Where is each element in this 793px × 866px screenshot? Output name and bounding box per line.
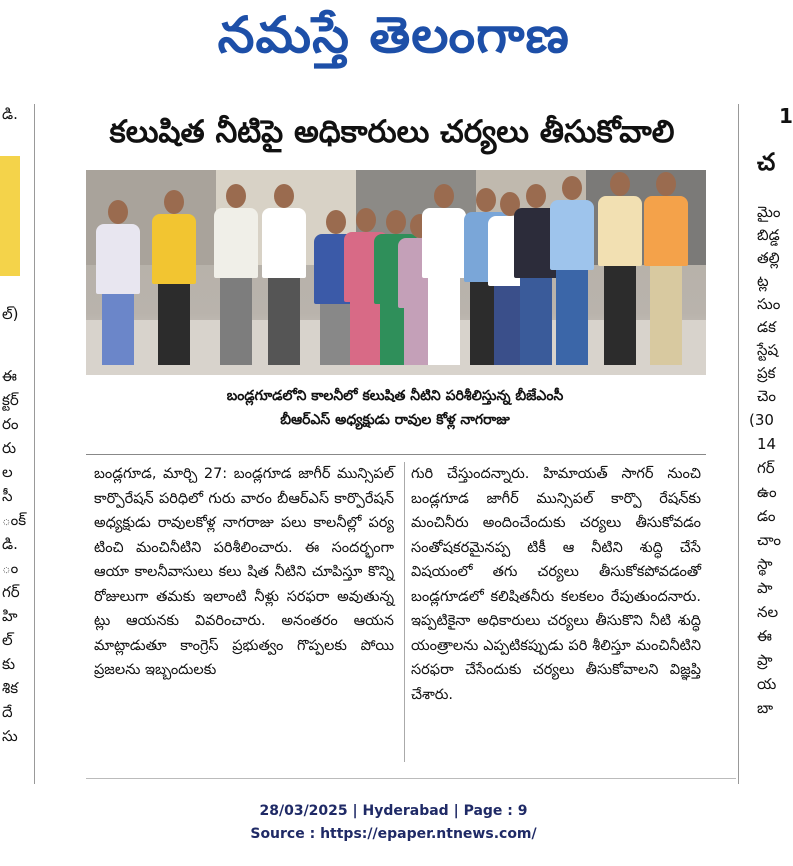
caption-separator xyxy=(86,454,706,455)
adjacent-right-fragment: ప్రా xyxy=(757,651,773,669)
photo-person xyxy=(90,200,146,375)
adjacent-left-fragment: ల్) xyxy=(2,305,19,323)
person-head xyxy=(164,190,184,214)
person-head xyxy=(434,184,454,208)
adjacent-right-fragment: య xyxy=(757,675,777,693)
adjacent-right-fragment: డం xyxy=(757,507,776,525)
person-legs xyxy=(556,270,588,365)
person-head xyxy=(610,172,630,196)
adjacent-left-fragment: ల xyxy=(2,463,13,481)
photo-person xyxy=(638,172,694,375)
article-paragraph: బండ్లగూడ, మార్చి 27: బండ్లగూడ జాగీర్ మున్సిపల్ కార్పొరేషన్ పరిధిలో గురు వారం బీఆర్ఎస్ కార్పొరేషన్ అధ్యక్షుడు రావులకోళ్ల నాగరాజు పలు కాలనీల్లో పర్య టించి మంచినీటిని పరిశీలించారు. ఈ సందర్భంగా ఆయా కాలనీవాసులు కలు షిత నీటిని చూపిస్తూ కొన్ని రోజులుగా తమకు ఇలాంటి నీళ్లు సరఫరా అవుతున్న ట్లు ఆయనకు వివరించారు. అనంతరం ఆయన మాట్లాడుతూ కాంగ్రెస్ ప్రభుత్వం గొప్పలకు పోయి ప్రజలను ఇబ్బందులకు xyxy=(94,466,394,678)
adjacent-right-fragment: చ xyxy=(757,148,776,176)
person-torso xyxy=(598,196,642,266)
adjacent-left-fragment: డి. xyxy=(2,105,18,123)
adjacent-left-fragment: ంక్ xyxy=(2,511,27,529)
person-legs xyxy=(158,284,190,365)
person-torso xyxy=(644,196,688,266)
adjacent-right-fragment: పా xyxy=(757,579,773,597)
adjacent-left-fragment: గర్ xyxy=(2,583,20,601)
person-head xyxy=(274,184,294,208)
adjacent-right-fragment: సుం xyxy=(757,295,781,313)
adjacent-photo-left xyxy=(0,156,20,276)
adjacent-right-fragment: చెం xyxy=(757,387,777,405)
adjacent-right-fragment: 14 xyxy=(757,435,777,453)
person-head xyxy=(562,176,582,200)
person-torso xyxy=(152,214,196,284)
adjacent-article-left xyxy=(0,104,35,784)
article-column-right xyxy=(411,462,701,707)
person-legs xyxy=(428,278,460,365)
adjacent-right-fragment: స్థా xyxy=(757,555,773,573)
column-divider xyxy=(404,462,405,762)
article-paragraph: గురి చేస్తుందన్నారు. హిమాయత్ సాగర్ నుంచి బండ్లగూడ జాగీర్ మున్సిపల్ కార్పొ రేషన్‌కు మంచినీరు అందించేందుకు చర్యలు తీసుకోవడం సంతోషకరమైనప్ప టికీ ఆ నీటిని శుద్ధి చేసే విషయంలో తగు చర్యలు తీసుకోకపోవడంతో బండ్లగూడలో కలిషితనీరు కలకలం రేపుతుందనారు. ఇప్పటికైనా అధికారులు చర్యలు తీసుకొని నీటి శుద్ధి యంత్రాలను ఎప్పటికప్పుడు పరి శీలిస్తూ మంచినీటిని సరఫరా చేసేందుకు చర్యలు తీసుకోవాలని విజ్ఞప్తి చేశారు. xyxy=(411,466,701,703)
person-legs xyxy=(604,266,636,365)
photo-caption xyxy=(130,384,660,432)
footer-dateline: 28/03/2025 | Hyderabad | Page : 9 xyxy=(259,803,528,819)
person-legs xyxy=(650,266,682,365)
adjacent-left-fragment: ం xyxy=(2,559,19,577)
adjacent-left-fragment: రం xyxy=(2,415,19,433)
person-torso xyxy=(550,200,594,270)
adjacent-right-fragment: బిడ్డ xyxy=(757,226,780,244)
person-torso xyxy=(96,224,140,294)
adjacent-left-fragment: హి xyxy=(2,607,18,625)
adjacent-left-fragment: సు xyxy=(2,727,18,745)
caption-line: బీఆర్ఎస్ అధ్యక్షుడు రావుల కోళ్ల నాగరాజు xyxy=(280,412,510,428)
article-column-left xyxy=(94,462,394,683)
person-torso xyxy=(214,208,258,278)
masthead-title: నమస్తే తెలంగాణ xyxy=(217,6,570,64)
photo-person xyxy=(146,190,202,375)
person-legs xyxy=(102,294,134,365)
adjacent-right-fragment: 1 xyxy=(779,104,793,128)
adjacent-right-fragment: ఉం xyxy=(757,483,777,501)
person-head xyxy=(226,184,246,208)
adjacent-right-fragment: ట్ల xyxy=(757,272,769,290)
article-photo xyxy=(86,170,706,375)
person-torso xyxy=(262,208,306,278)
adjacent-right-fragment: చాం xyxy=(757,531,781,549)
adjacent-left-fragment: కు xyxy=(2,655,16,673)
adjacent-right-fragment: తల్లి xyxy=(757,249,780,267)
photo-person xyxy=(256,184,312,375)
adjacent-left-fragment: శిక xyxy=(2,679,19,697)
adjacent-right-fragment: స్టేష xyxy=(757,341,779,359)
caption-line: బండ్లగూడలోని కాలనీలో కలుషిత నీటిని పరిశీలిస్తున్న బీజేఎంసీ xyxy=(226,388,564,404)
adjacent-left-fragment: రు xyxy=(2,439,17,457)
adjacent-right-fragment: ఈ xyxy=(757,627,772,645)
person-head xyxy=(656,172,676,196)
person-legs xyxy=(220,278,252,365)
adjacent-left-fragment: డి. xyxy=(2,535,18,553)
adjacent-left-fragment: ల్ xyxy=(2,631,13,649)
adjacent-left-fragment: దే xyxy=(2,703,13,721)
adjacent-right-fragment: డక xyxy=(757,318,776,336)
adjacent-right-fragment: (30 xyxy=(749,411,774,429)
person-head xyxy=(108,200,128,224)
person-legs xyxy=(268,278,300,365)
masthead xyxy=(0,0,787,78)
adjacent-left-fragment: ఈ xyxy=(2,367,17,385)
adjacent-left-fragment: సీ xyxy=(2,487,13,505)
adjacent-right-fragment: నల xyxy=(757,603,779,621)
adjacent-article-right xyxy=(738,104,793,784)
footer-divider xyxy=(86,778,736,779)
adjacent-left-fragment: క్టర్ xyxy=(2,391,19,409)
footer-source: Source : https://epaper.ntnews.com/ xyxy=(250,826,537,842)
adjacent-right-fragment: గర్ xyxy=(757,459,775,477)
adjacent-right-fragment: బా xyxy=(757,699,774,717)
adjacent-right-fragment: ప్రక xyxy=(757,364,776,382)
adjacent-right-fragment: మైం xyxy=(757,203,781,221)
person-head xyxy=(526,184,546,208)
article-headline: కలుషిత నీటిపై అధికారులు చర్యలు తీసుకోవాలి xyxy=(109,114,675,150)
